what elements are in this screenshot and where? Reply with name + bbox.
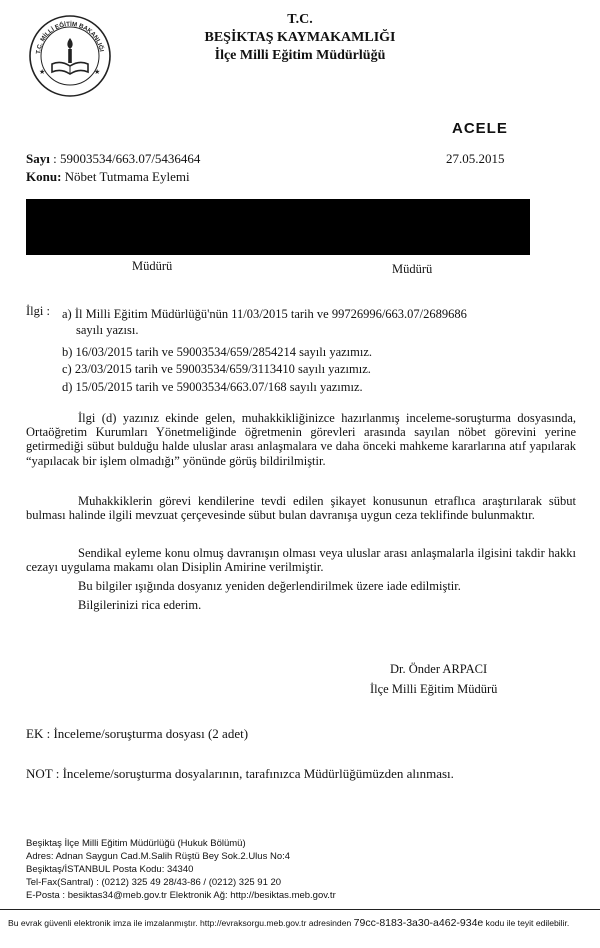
- svg-text:★: ★: [94, 68, 101, 76]
- not-label: NOT: [26, 766, 53, 781]
- header-directorate: İlçe Milli Eğitim Müdürlüğü: [214, 48, 386, 63]
- footer-line: E-Posta : besiktas34@meb.gov.tr Elektronik Ağ: http://besiktas.meb.gov.tr: [26, 890, 336, 901]
- sayi-label: Sayı: [26, 151, 50, 166]
- body-paragraph: Sendikal eyleme konu olmuş davranışın olması veya uluslar arası anlaşmalarla ilgisini takdir hakkı cezayı uygulama makamı olan Disiplin Amirine verilmiştir.: [26, 546, 576, 575]
- header-office: BEŞİKTAŞ KAYMAKAMLIĞI: [204, 30, 396, 45]
- verification-text: Bu evrak güvenli elektronik imza ile imzalanmıştır. http://evraksorgu.meb.gov.tr adresinden: [8, 918, 352, 928]
- ilgi-item: c) 23/03/2015 tarih ve 59003534/659/3113410 sayılı yazımız.: [62, 362, 371, 376]
- svg-text:★: ★: [39, 68, 46, 76]
- footer-line: Beşiktaş/İSTANBUL Posta Kodu: 34340: [26, 864, 194, 875]
- signatory-name: Dr. Önder ARPACI: [390, 662, 488, 676]
- body-paragraph: Bilgilerinizi rica ederim.: [78, 598, 202, 612]
- footer-line: Adres: Adnan Saygun Cad.M.Salih Rüştü Bey Sok.2.Ulus No:4: [26, 851, 291, 862]
- konu-row: [26, 169, 190, 185]
- ilgi-item: sayılı yazısı.: [76, 323, 139, 337]
- konu-label: Konu:: [26, 169, 62, 184]
- footer-divider: [0, 909, 600, 910]
- ilgi-label: İlgi :: [26, 304, 50, 318]
- ek-text: : İnceleme/soruşturma dosyası (2 adet): [46, 726, 249, 741]
- ilgi-item: a) İl Milli Eğitim Müdürlüğü'nün 11/03/2015 tarih ve 99726996/663.07/2689686: [62, 307, 467, 321]
- priority-label: ACELE: [452, 120, 508, 137]
- body-paragraph: Muhakkiklerin görevi kendilerine tevdi edilen şikayet konusunun etraflıca araştırılarak sübut bulması halinde ilgili mevzuat çerçevesinde sübut bulan davranışa uygun ceza teklifinde bulunmaktır.: [26, 494, 576, 523]
- verification-line: [8, 917, 569, 929]
- ilgi-item: d) 15/05/2015 tarih ve 59003534/663.07/168 sayılı yazımız.: [62, 380, 363, 394]
- header-tc: T.C.: [287, 12, 313, 27]
- ek-row: [26, 726, 248, 742]
- ek-label: EK: [26, 726, 44, 741]
- signatory-title: İlçe Milli Eğitim Müdürü: [370, 682, 498, 696]
- not-text: : İnceleme/soruşturma dosyalarının, tarafınızca Müdürlüğümüzden alınması.: [55, 766, 454, 781]
- recipient-left: Müdürü: [132, 259, 173, 273]
- not-row: [26, 766, 454, 782]
- footer-line: Beşiktaş İlçe Milli Eğitim Müdürlüğü (Hukuk Bölümü): [26, 838, 246, 849]
- ilgi-item: b) 16/03/2015 tarih ve 59003534/659/2854214 sayılı yazımız.: [62, 345, 373, 359]
- redacted-recipient-block: [26, 199, 530, 255]
- sayi-row: [26, 151, 200, 167]
- sayi-value: : 59003534/663.07/5436464: [53, 151, 201, 166]
- body-paragraph: İlgi (d) yazınız ekinde gelen, muhakkikliğinizce hazırlanmış inceleme-soruşturma dosyasında, Ortaöğretim Kurumları Yönetmeliğinde öğretmenin görevleri arasında sayılan nöbet görevini yerine getirmediği sübut bulduğu halde uluslar arası anlaşmalara ve daha önceki mahkeme kararlarına atıf yapılarak “yapılacak bir işlem olmadığı” yönünde görüş bildirilmiştir.: [26, 411, 576, 468]
- document-date: 27.05.2015: [446, 151, 505, 166]
- verification-code: 79cc-8183-3a30-a462-934e: [353, 917, 484, 929]
- logo-text: T.C. MİLLİ EĞİTİM BAKANLIĞI: [35, 20, 105, 55]
- recipient-right: Müdürü: [392, 262, 433, 276]
- konu-value: Nöbet Tutmama Eylemi: [64, 169, 190, 184]
- verification-suffix: kodu ile teyit edilebilir.: [485, 918, 570, 928]
- body-paragraph: Bu bilgiler ışığında dosyanız yeniden değerlendirilmek üzere iade edilmiştir.: [78, 579, 461, 593]
- footer-line: Tel-Fax(Santral) : (0212) 325 49 28/43-86 / (0212) 325 91 20: [26, 877, 282, 888]
